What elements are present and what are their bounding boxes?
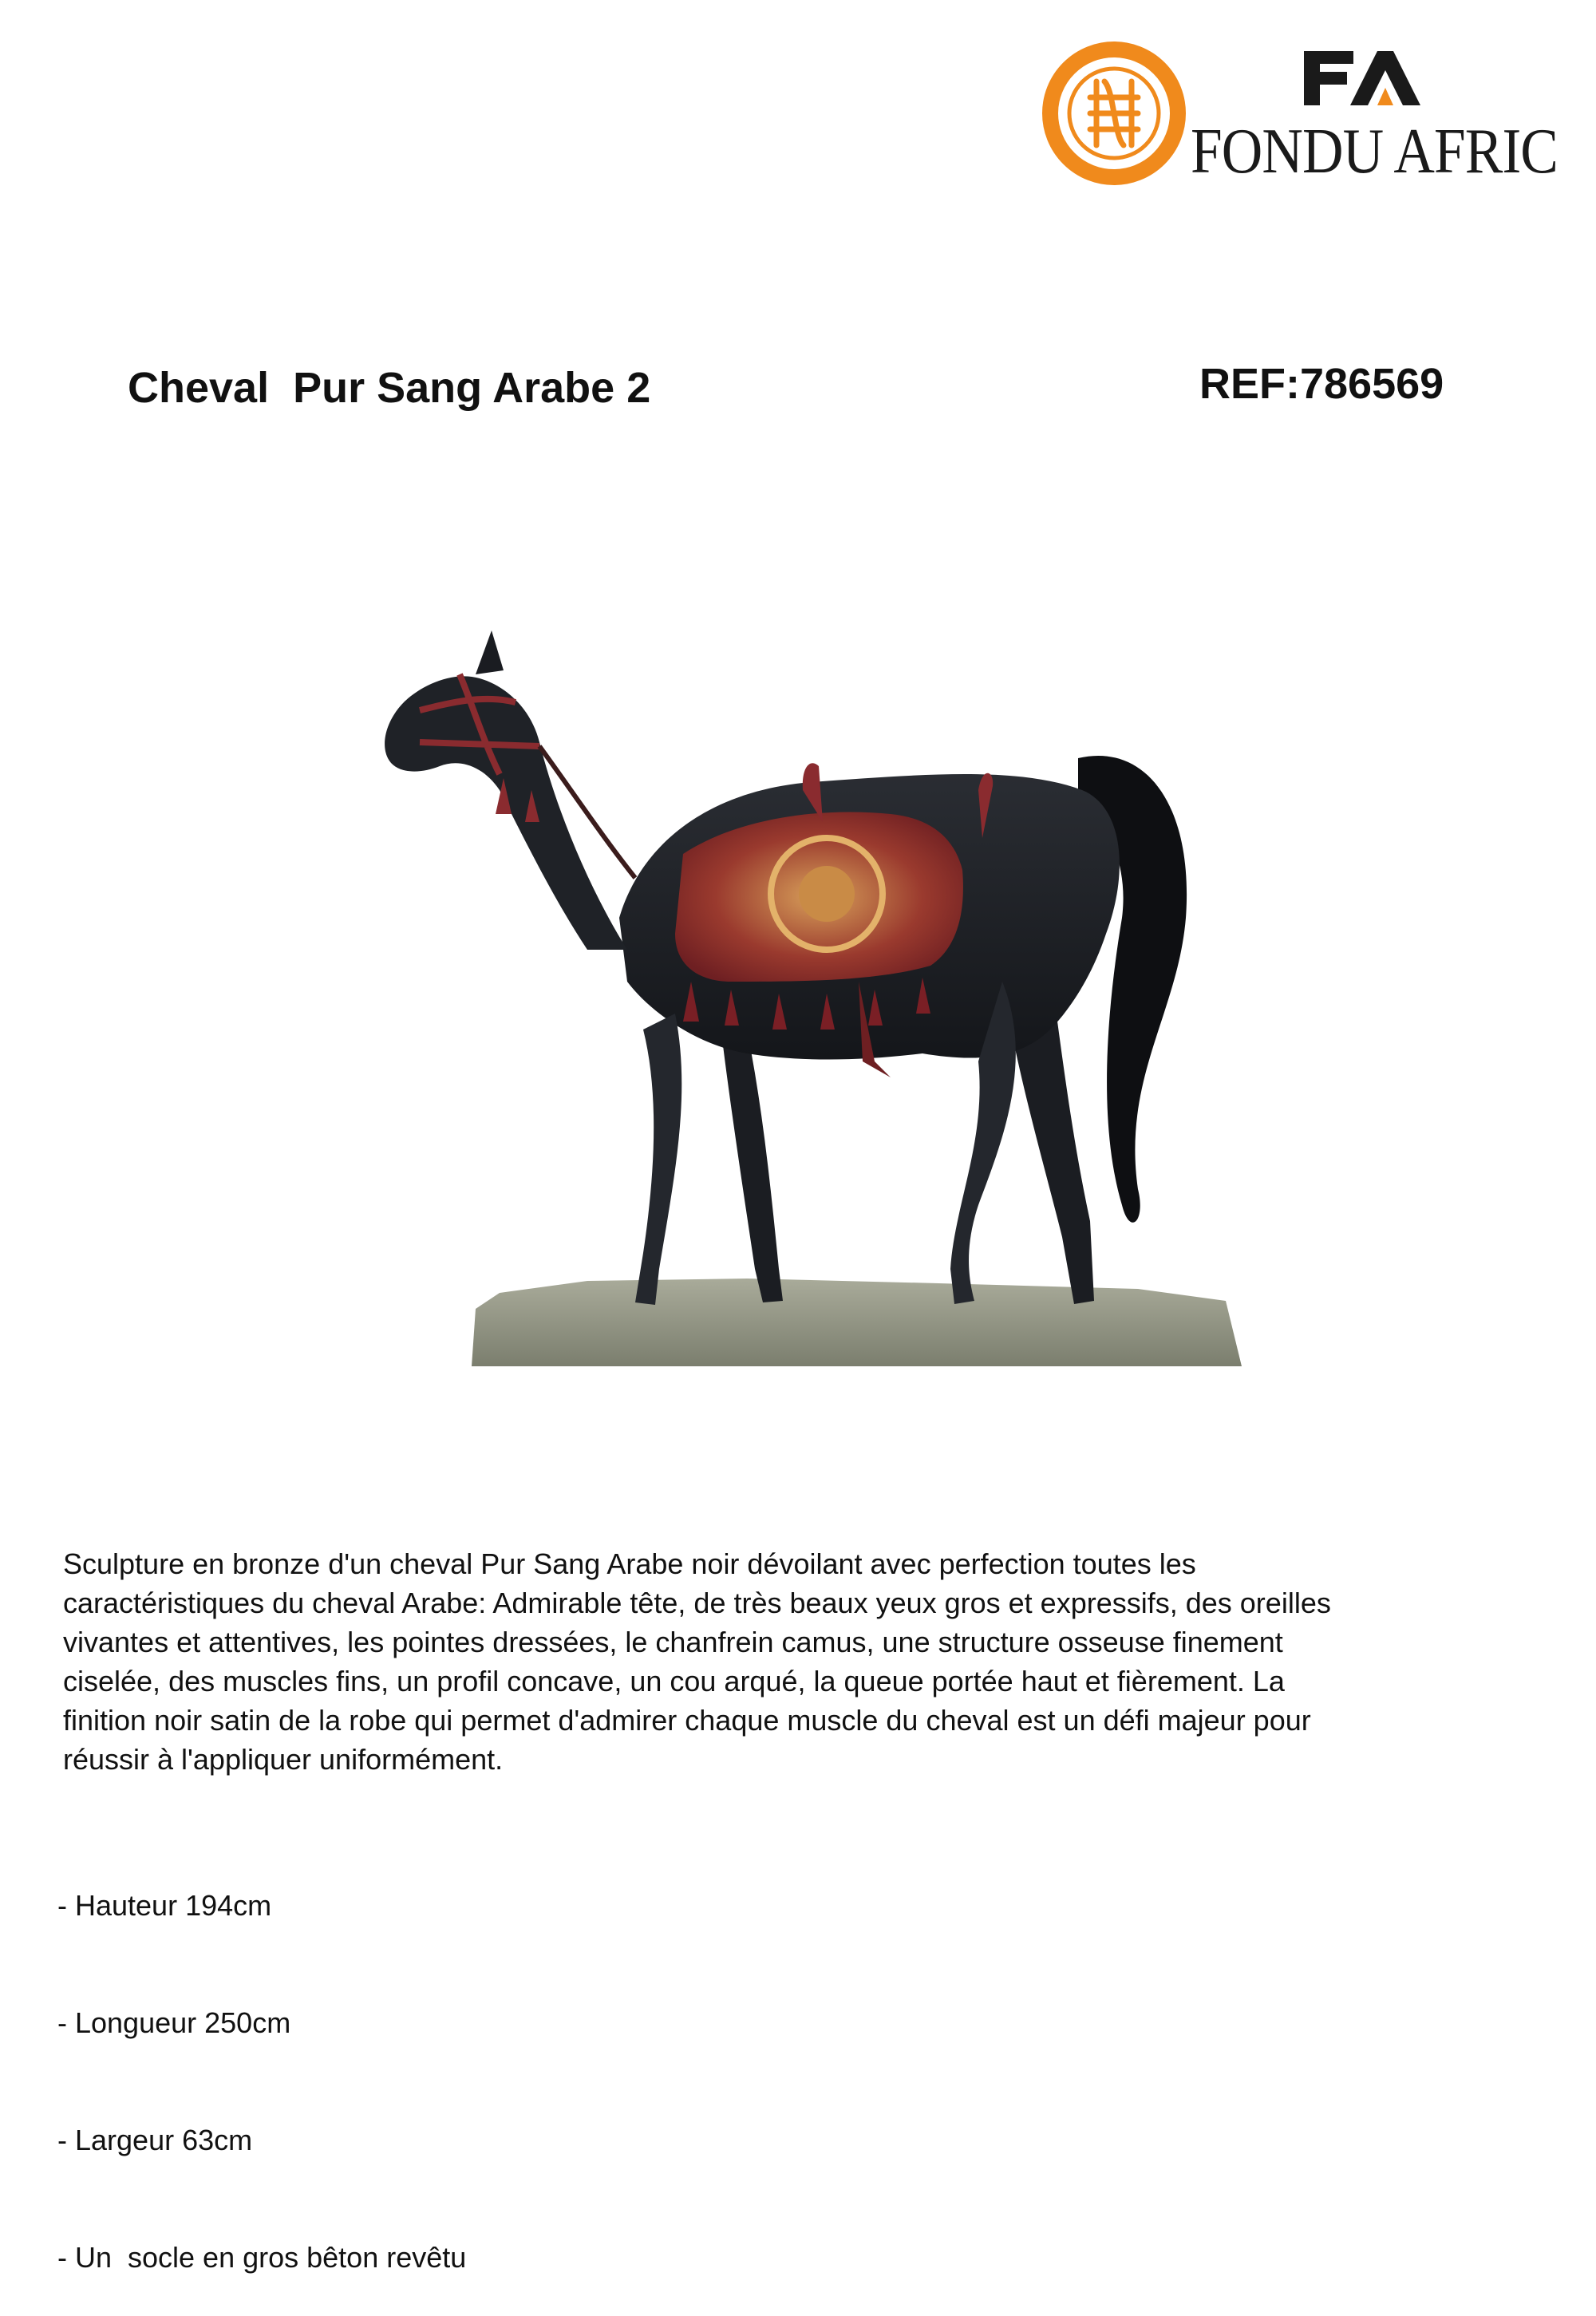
horse-sculpture-image — [300, 503, 1298, 1366]
brand-logo — [1034, 35, 1561, 195]
fa-monogram — [1304, 51, 1420, 105]
brand-name: FONDU AFRIC — [1191, 117, 1558, 187]
spec-length: - Longueur 250cm — [57, 2006, 291, 2039]
product-description: Sculpture en bronze d'un cheval Pur Sang Arabe noir dévoilant avec perfection toutes les caractéristiques du cheval Arabe: Admirable tête, de très beaux yeux gros et expressifs, des oreilles vivantes et attentives, les pointes dressées, le chanfrein camus, une structure osseuse finement ciselée, des muscles fins, un profil concave, un cou arqué, la queue portée haut et fièrement. La finition noir satin de la robe qui permet d'admirer chaque muscle du cheval est un défi majeur pour réussir à l'appliquer uniformément. — [63, 1547, 1331, 1776]
stone-base — [472, 1279, 1242, 1366]
emblem-icon — [1050, 49, 1178, 177]
fondu-afric-logo — [1034, 35, 1561, 195]
product-title: Cheval Pur Sang Arabe 2 — [128, 364, 651, 412]
spec-width: - Largeur 63cm — [57, 2124, 253, 2156]
spec-height: - Hauteur 194cm — [57, 1889, 272, 1922]
specs-list — [57, 1808, 466, 2316]
product-photo — [300, 503, 1298, 1366]
product-reference: REF:786569 — [1199, 360, 1444, 408]
spec-base: - Un socle en gros bêton revêtu — [57, 2241, 467, 2274]
